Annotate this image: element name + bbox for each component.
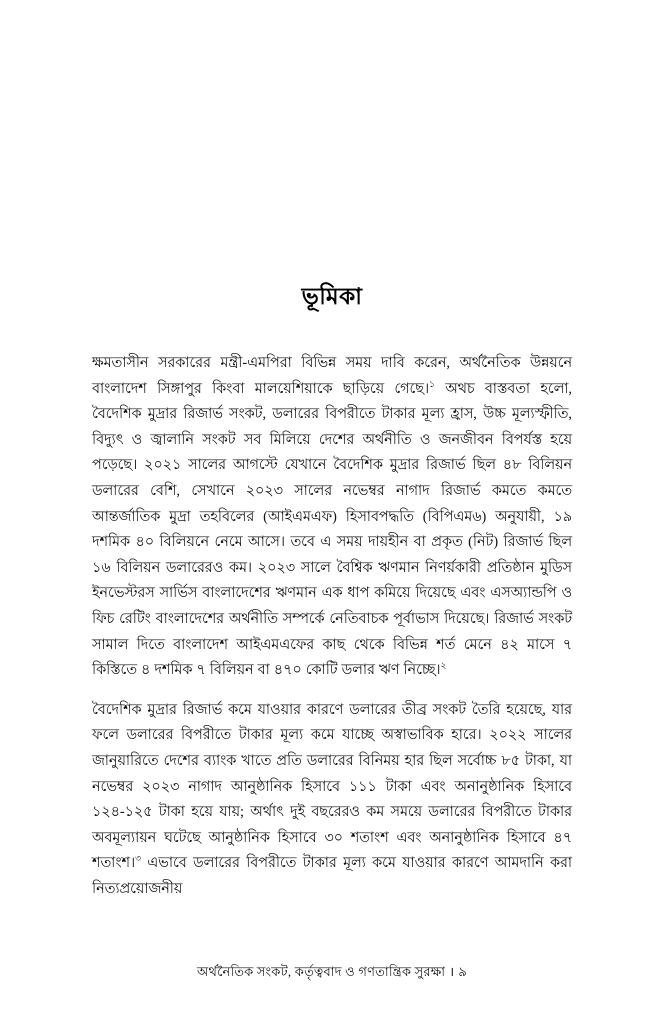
paragraph-2-text: বৈদেশিক মুদ্রার রিজার্ভ কমে যাওয়ার কারণে ডলারের তীব্র সংকট তৈরি হয়েছে, যার ফলে ডলারের বিপরীতে টাকার মূল্য কমে যাচ্ছে অস্বাভাবিক হারে। ২০২২ সালের জানুয়ারিতে দেশের ব্যাংক খাতে প্রতি ডলারের বিনিময় হার ছিল সর্বোচ্চ ৮৫ টাকা, যা নভেম্বর ২০২৩ নাগাদ আনুষ্ঠানিক হিসাবে ১১১ টাকা এবং অনানুষ্ঠানিক হিসাবে ১২৪-১২৫ টাকা হয়ে যায়; অর্থাৎ দুই বছরেরও কম সময়ে ডলারের বিপরীতে টাকার অবমূল্যায়ন ঘটেছে আনুষ্ঠানিক হিসাবে ৩০ শতাংশ এবং অনানুষ্ঠানিক হিসাবে ৪৭ শতাংশ।	[92, 701, 572, 872]
paragraph-1	[92, 351, 572, 684]
footnote-marker-2: ২	[440, 660, 447, 671]
page-footer	[92, 962, 572, 984]
page-title: ভূমিকা	[301, 284, 363, 309]
page-content	[92, 278, 572, 902]
footer-separator: ।	[449, 964, 455, 979]
paragraph-1-text: ক্ষমতাসীন সরকারের মন্ত্রী-এমপিরা বিভিন্ন সময় দাবি করেন, অর্থনৈতিক উন্নয়নে বাংলাদেশ সিঙ্গাপুর কিংবা মালয়েশিয়াকে ছাড়িয়ে গেছে।	[92, 355, 572, 397]
paragraph-1-text-continued: অথচ বাস্তবতা হলো, বৈদেশিক মুদ্রার রিজার্ভ সংকট, ডলারের বিপরীতে টাকার মূল্য হ্রাস, উচ্চ মূল্যস্ফীতি, বিদ্যুৎ ও জ্বালানি সংকট সব মিলিয়ে দেশের অর্থনীতি ও জনজীবন বিপর্যস্ত হয়ে পড়েছে। ২০২১ সালের আগস্টে যেখানে বৈদেশিক মুদ্রার রিজার্ভ ছিল ৪৮ বিলিয়ন ডলারের বেশি, সেখানে ২০২৩ সালের নভেম্বর নাগাদ রিজার্ভ কমতে কমতে আন্তর্জাতিক মুদ্রা তহবিলের (আইএমএফ) হিসাবপদ্ধতি (বিপিএম৬) অনুযায়ী, ১৯ দশমিক ৪০ বিলিয়নে নেমে আসে। তবে এ সময় দায়হীন বা প্রকৃত (নিট) রিজার্ভ ছিল ১৬ বিলিয়ন ডলারেরও কম। ২০২৩ সালে বৈশ্বিক ঋণমান নিণর্য়কারী প্রতিষ্ঠান মুডিস ইনভেস্টরস সার্ভিস বাংলাদেশের ঋণমান এক ধাপ কমিয়ে দিয়েছে এবং এসঅ্যান্ডপি ও ফিচ রেটিং বাংলাদেশের অর্থনীতি সম্পর্কে নেতিবাচক পূর্বাভাস দিয়েছে। রিজার্ভ সংকট সামাল দিতে বাংলাদেশ আইএমএফের কাছ থেকে বিভিন্ন শর্ত মেনে ৪২ মাসে ৭ কিস্তিতে ৪ দশমিক ৭ বিলিয়ন বা ৪৭০ কোটি ডলার ঋণ নিচ্ছে।	[92, 380, 572, 679]
paragraph-2-text-continued: এভাবে ডলারের বিপরীতে টাকার মূল্য কমে যাওয়ার কারণে আমদানি করা নিত্যপ্রয়োজনীয়	[92, 855, 572, 897]
footer-book-title: অর্থনৈতিক সংকট, কর্তৃত্ববাদ ও গণতান্ত্রিক সুরক্ষা	[197, 964, 446, 979]
footnote-marker-3: ৩	[135, 853, 141, 864]
footnote-marker-1: ১	[429, 378, 435, 389]
footer-page-number: ৯	[458, 964, 467, 979]
paragraph-2	[92, 698, 572, 903]
